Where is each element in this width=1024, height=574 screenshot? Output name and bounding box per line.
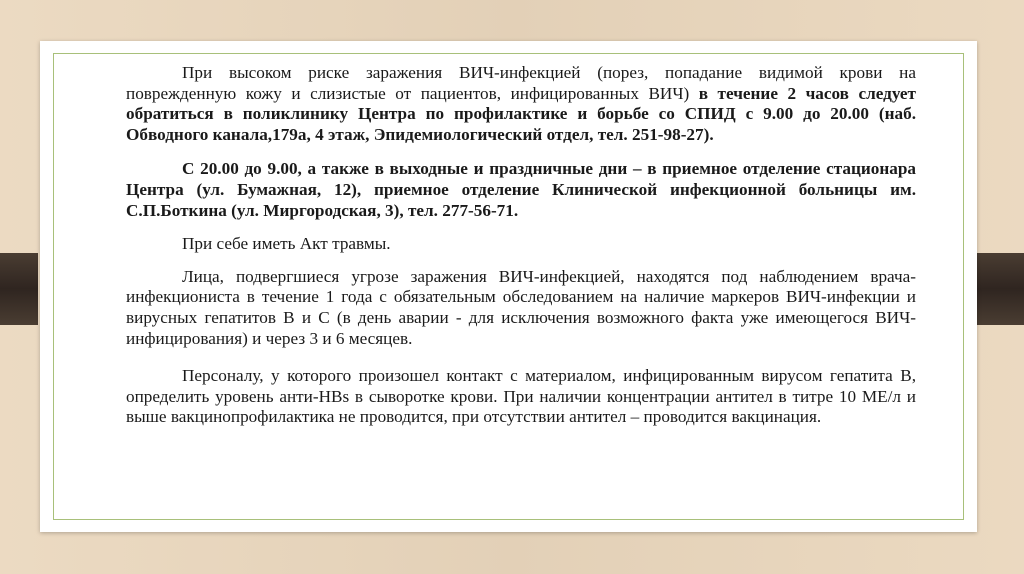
paragraph-emergency-contact bbox=[126, 63, 916, 145]
left-decorative-bar bbox=[0, 253, 38, 325]
paragraph-1-text: При высоком риске заражения ВИЧ-инфекцией (порез, попадание видимой крови на поврежденную кожу и слизистые от пациентов, инфицированных ВИЧ) bbox=[126, 63, 916, 103]
paragraph-5-text: Персоналу, у которого произошел контакт с материалом, инфицированным вирусом гепатита В, определить уровень анти-НВs в сыворотке крови. При наличии концентрации антител в титре 10 МЕ/л и выше вакцинопрофилактика не проводится, при отсутствии антител – проводится вакцинация. bbox=[126, 366, 916, 427]
slide-content bbox=[126, 63, 916, 428]
paragraph-1-bold-text: в течение 2 часов следует обратиться в поликлинику Центра по профилактике и борьбе со СПИД с 9.00 до 20.00 (наб. Обводного канала,179а, 4 этаж, Эпидемиологический отдел, тел. 251-98-27). bbox=[126, 83, 916, 144]
slide-card bbox=[40, 41, 977, 532]
paragraph-trauma-act bbox=[126, 234, 916, 255]
paragraph-3-text: При себе иметь Акт травмы. bbox=[182, 234, 391, 254]
paragraph-4-text: Лица, подвергшиеся угрозе заражения ВИЧ-инфекцией, находятся под наблюдением врача-инфекциониста в течение 1 года с обязательным обследованием на наличие маркеров ВИЧ-инфекции и вирусных гепатитов В и С (в день аварии - для исключения возможного факта уже имеющегося ВИЧ-инфицирования) и через 3 и 6 месяцев. bbox=[126, 266, 916, 348]
paragraph-observation bbox=[126, 267, 916, 349]
paragraph-2-bold-text: С 20.00 до 9.00, а также в выходные и праздничные дни – в приемное отделение стационара Центра (ул. Бумажная, 12), приемное отделение Клинической инфекционной больницы им. С.П.Боткина (ул. Миргородская, 3), тел. 277-56-71. bbox=[126, 159, 916, 220]
paragraph-after-hours bbox=[126, 159, 916, 221]
paragraph-hepatitis-b bbox=[126, 366, 916, 428]
